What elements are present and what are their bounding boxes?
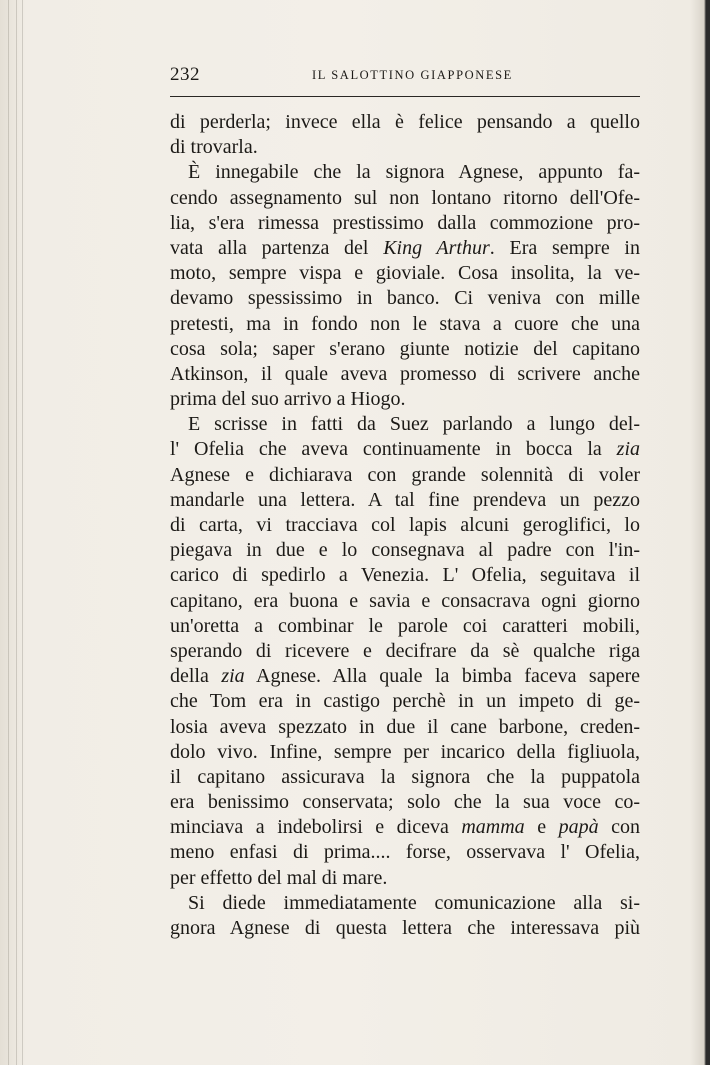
text-segment: sperando di ricevere e decifrare da sè qualche riga	[170, 639, 640, 662]
text-segment: mandarle una lettera. A tal fine prendeva un pezzo	[170, 488, 640, 511]
text-segment: e	[524, 816, 559, 839]
text-line	[170, 135, 640, 160]
text-segment: era benissimo conservata; solo che la sua voce co-	[170, 791, 640, 814]
text-segment: di perderla; invece ella è felice pensando a quello	[170, 111, 640, 133]
text-segment: cosa sola; saper s'erano giunte notizie del capitano	[170, 337, 640, 360]
text-line	[170, 815, 640, 840]
text-segment: il capitano assicurava la signora che la puppatola	[170, 765, 640, 788]
text-segment: moto, sempre vispa e gioviale. Cosa insolita, la ve-	[170, 262, 640, 285]
text-line	[170, 664, 640, 689]
running-title: IL SALOTTINO GIAPPONESE	[312, 68, 513, 82]
text-line	[170, 186, 640, 211]
italic-text: mamma	[461, 816, 525, 839]
italic-text: zia	[221, 665, 245, 688]
text-segment: dolo vivo. Infine, sempre per incarico della figliuola,	[170, 740, 640, 763]
page-edge-shadow	[8, 0, 9, 1065]
text-line	[170, 689, 640, 714]
text-segment: Si diede immediatamente comunicazione alla si-	[188, 891, 640, 914]
text-segment: meno enfasi di prima.... forse, osservava l' Ofelia,	[170, 841, 640, 864]
text-segment: Agnese e dichiarava con grande solennità di voler	[170, 463, 640, 486]
text-line	[170, 160, 640, 185]
text-line	[170, 790, 640, 815]
text-line	[170, 312, 640, 337]
page-edge-shadow	[22, 0, 23, 1065]
text-segment: minciava a indebolirsi e diceva	[170, 816, 462, 839]
text-line	[170, 236, 640, 261]
text-segment: E scrisse in fatti da Suez parlando a lungo del-	[188, 413, 640, 436]
text-segment: gnora Agnese di questa lettera che interessava più	[170, 917, 640, 939]
text-segment: cendo assegnamento sul non lontano ritorno dell'Ofe-	[170, 186, 640, 209]
text-segment: È innegabile che la signora Agnese, appunto fa-	[188, 161, 640, 184]
text-line	[170, 715, 640, 740]
text-line	[170, 840, 640, 865]
text-segment: con	[598, 816, 640, 839]
text-line	[170, 589, 640, 614]
text-line	[170, 765, 640, 790]
text-line	[170, 513, 640, 538]
text-segment: Agnese. Alla quale la bimba faceva sapere	[244, 665, 640, 688]
text-segment: capitano, era buona e savia e consacrava ogni giorno	[170, 589, 640, 612]
text-segment: pretesti, ma in fondo non le stava a cuore che una	[170, 312, 640, 335]
text-line	[170, 891, 640, 916]
text-line	[170, 740, 640, 765]
text-segment: devamo spessissimo in banco. Ci veniva con mille	[170, 287, 640, 310]
text-line	[170, 463, 640, 488]
header-rule	[170, 96, 640, 97]
text-segment: di carta, vi tracciava col lapis alcuni geroglifici, lo	[170, 514, 640, 536]
text-line	[170, 614, 640, 639]
italic-text: King Arthur	[383, 236, 490, 259]
text-segment: carico di spedirlo a Venezia. L' Ofelia, seguitava il	[170, 564, 640, 587]
running-head	[170, 64, 640, 90]
text-segment: piegava in due e lo consegnava al padre con l'in-	[170, 539, 640, 562]
text-segment: prima del suo arrivo a Hiogo.	[170, 388, 406, 411]
text-line	[170, 362, 640, 387]
text-segment: per effetto del mal di mare.	[170, 866, 388, 889]
text-segment: . Era sempre in	[489, 236, 640, 259]
text-line	[170, 639, 640, 664]
text-segment: Atkinson, il quale aveva promesso di scrivere anche	[170, 362, 640, 385]
italic-text: zia	[616, 438, 640, 461]
text-segment: un'oretta a combinar le parole coi caratteri mobili,	[170, 614, 640, 637]
text-segment: losia aveva spezzato in due il cane barbone, creden-	[170, 715, 640, 738]
text-line	[170, 286, 640, 311]
text-line	[170, 387, 640, 412]
text-line	[170, 563, 640, 588]
body-text	[170, 110, 640, 941]
text-line	[170, 412, 640, 437]
text-line	[170, 261, 640, 286]
text-line	[170, 916, 640, 941]
page-number: 232	[170, 64, 200, 85]
text-line	[170, 866, 640, 891]
text-segment: che Tom era in castigo perchè in un impeto di ge-	[170, 690, 640, 713]
text-line	[170, 538, 640, 563]
text-line	[170, 211, 640, 236]
text-segment: vata alla partenza del	[170, 236, 384, 259]
italic-text: papà	[558, 816, 599, 839]
text-line	[170, 110, 640, 135]
text-segment: l' Ofelia che aveva continuamente in bocca la	[170, 438, 617, 461]
page-edge-shadow	[16, 0, 17, 1065]
text-line	[170, 337, 640, 362]
text-segment: di trovarla.	[170, 136, 258, 159]
text-segment: della	[170, 665, 222, 688]
text-line	[170, 437, 640, 462]
text-line	[170, 488, 640, 513]
text-segment: lia, s'era rimessa prestissimo dalla commozione pro-	[170, 211, 640, 234]
